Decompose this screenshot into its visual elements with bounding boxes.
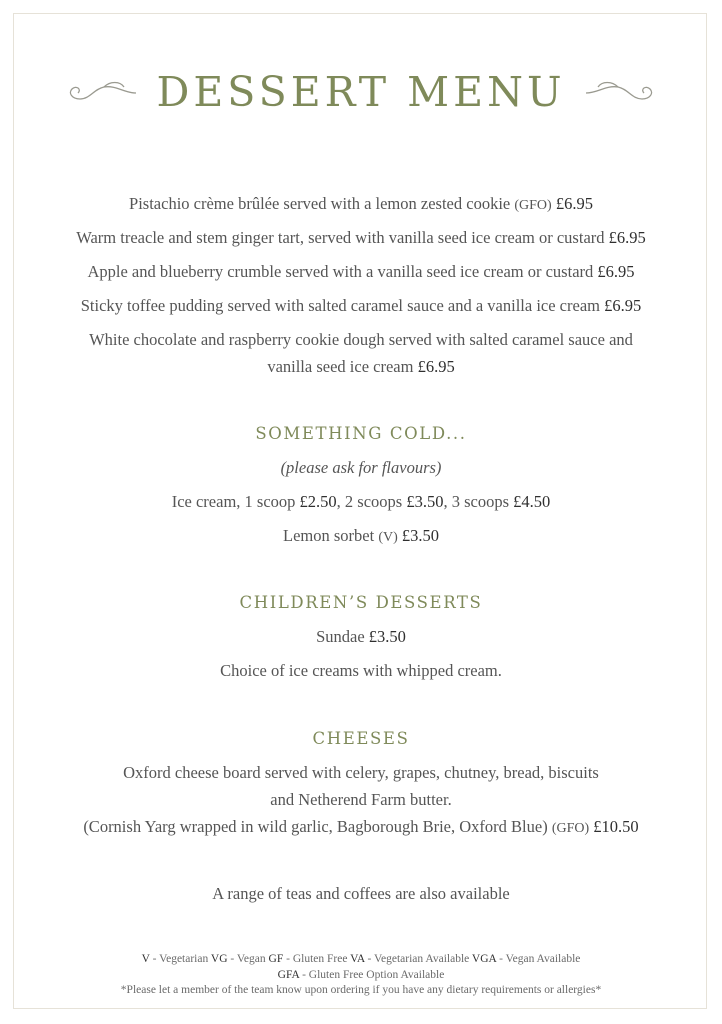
dietary-code: (GFO)	[514, 198, 552, 213]
right-flourish-icon	[584, 77, 658, 107]
dessert-name: Sticky toffee pudding served with salted caramel sauce and a vanilla ice cream	[80, 296, 600, 315]
dessert-name: Apple and blueberry crumble served with a vanilla seed ice cream or custard	[87, 262, 594, 281]
legend-code: GFA	[277, 968, 300, 981]
dessert-item	[0, 262, 722, 282]
dessert-price: £6.95	[417, 357, 455, 376]
scoop-2-price: £3.50	[406, 492, 444, 511]
legend-desc: Gluten Free Option Available	[308, 968, 445, 981]
cheese-description-line2: and Netherend Farm butter.	[270, 790, 452, 809]
legend-desc: Gluten Free	[292, 953, 348, 965]
allergy-note: *Please let a member of the team know upon ordering if you have any dietary requirements or allergies*	[120, 984, 602, 996]
page-title: DESSERT MENU	[156, 68, 566, 116]
legend-code: VA	[350, 953, 365, 965]
dessert-name: White chocolate and raspberry cookie dough served with salted caramel sauce and	[89, 330, 633, 349]
legend-line2: GFA - Gluten Free Option Available	[277, 968, 445, 981]
section-heading-childrens-desserts: CHILDREN’S DESSERTS	[239, 593, 483, 612]
ice-cream-label: Ice cream,	[171, 492, 241, 511]
legend-code: V	[141, 953, 150, 965]
cheese-varieties: (Cornish Yarg wrapped in wild garlic, Bagborough Brie, Oxford Blue)	[83, 817, 548, 836]
cheese-description-line1: Oxford cheese board served with celery, grapes, chutney, bread, biscuits	[123, 763, 599, 782]
ice-cream-prices: Ice cream, 1 scoop £2.50, 2 scoops £3.50, 3 scoops £4.50	[171, 492, 551, 511]
legend-code: GF	[268, 953, 284, 965]
scoop-2-label: 2 scoops	[344, 492, 403, 511]
dessert-price: £6.95	[597, 262, 635, 281]
section-heading-something-cold: SOMETHING COLD...	[255, 424, 467, 443]
dessert-item	[0, 228, 722, 248]
section-heading-cheeses: CHEESES	[312, 729, 410, 748]
sorbet-item	[0, 526, 722, 546]
sundae-item	[0, 627, 722, 647]
scoop-1-price: £2.50	[299, 492, 337, 511]
legend-line1: V - Vegetarian VG - Vegan GF - Gluten Free VA - Vegetarian Available VGA - Vegan Available	[141, 953, 581, 965]
legend-code: VGA	[471, 953, 497, 965]
dessert-price: £6.95	[555, 194, 593, 213]
cheese-description-line3	[0, 817, 722, 837]
sundae-price: £3.50	[368, 627, 406, 646]
legend-desc: Vegan	[236, 953, 266, 965]
menu-header	[0, 64, 722, 120]
legend-desc: Vegetarian Available	[373, 953, 470, 965]
legend-desc: Vegan Available	[505, 953, 581, 965]
dessert-price: £6.95	[604, 296, 642, 315]
flavours-note: (please ask for flavours)	[280, 458, 442, 477]
dessert-item	[0, 194, 722, 214]
dietary-code: (GFO)	[551, 821, 590, 836]
dessert-price: £6.95	[608, 228, 646, 247]
sundae-name: Sundae	[316, 627, 365, 646]
sorbet-name: Lemon sorbet	[283, 526, 375, 545]
dessert-name: Warm treacle and stem ginger tart, served with vanilla seed ice cream or custard	[76, 228, 605, 247]
scoop-3-price: £4.50	[513, 492, 551, 511]
dietary-code: (V)	[378, 530, 398, 545]
legend-code: VG	[210, 953, 228, 965]
left-flourish-icon	[64, 77, 138, 107]
sorbet-price: £3.50	[401, 526, 439, 545]
legend-desc: Vegetarian	[159, 953, 209, 965]
dessert-item	[0, 296, 722, 316]
dessert-name-continued: vanilla seed ice cream	[267, 357, 414, 376]
dessert-item-line1	[0, 330, 722, 350]
scoop-1-label: 1 scoop	[244, 492, 296, 511]
sundae-description: Choice of ice creams with whipped cream.	[220, 661, 502, 680]
dessert-name: Pistachio crème brûlée served with a lemon zested cookie	[129, 194, 511, 213]
scoop-3-label: 3 scoops	[451, 492, 510, 511]
dessert-item-line2	[0, 357, 722, 377]
dietary-legend	[0, 952, 722, 999]
cheese-price: £10.50	[593, 817, 639, 836]
teas-coffees-note: A range of teas and coffees are also available	[212, 884, 510, 903]
